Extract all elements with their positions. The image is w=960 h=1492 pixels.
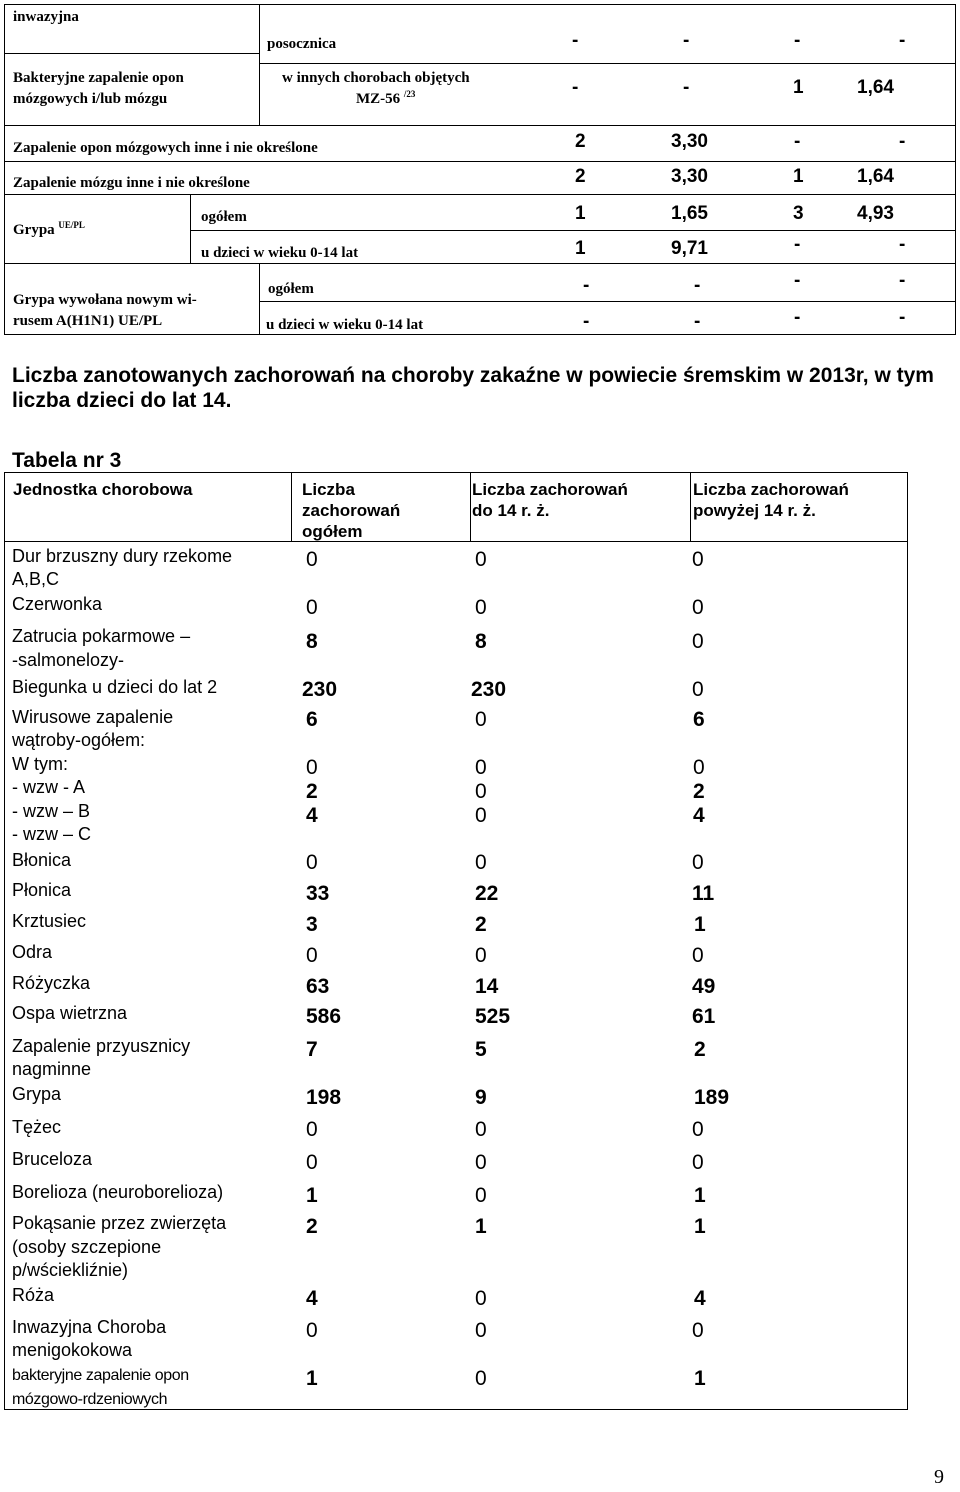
cell-over: 1 bbox=[694, 1215, 706, 1238]
cell-over: 6 bbox=[693, 708, 705, 731]
cell-over: 0 bbox=[692, 548, 704, 571]
cell-under: 22 bbox=[475, 882, 499, 905]
cell-over: 4 bbox=[694, 1287, 706, 1310]
cell-r3-c4: - bbox=[899, 131, 906, 152]
cell-under: 2 bbox=[475, 913, 487, 936]
row-label: nagminne bbox=[12, 1059, 92, 1079]
cell-under: 0 bbox=[475, 708, 487, 731]
header-unit: Jednostka chorobowa bbox=[13, 480, 193, 499]
row-label: Odra bbox=[12, 942, 53, 962]
header-under-1: Liczba zachorowań bbox=[472, 480, 628, 499]
cell-r7-c3: - bbox=[794, 270, 801, 291]
row-label: Róża bbox=[12, 1285, 55, 1305]
sub-grypa-dzieci: u dzieci w wieku 0-14 lat bbox=[201, 245, 359, 261]
cell-total-wzw-c: 4 bbox=[306, 804, 318, 827]
cell-under: 14 bbox=[475, 975, 499, 998]
cell-total: 1 bbox=[306, 1367, 318, 1390]
cell-total: 2 bbox=[306, 1215, 318, 1238]
cell-total: 3 bbox=[306, 913, 318, 936]
row-label: Tężec bbox=[12, 1117, 62, 1137]
cell-over-wzw-b: 2 bbox=[693, 780, 705, 803]
cell-total: 0 bbox=[306, 1118, 318, 1141]
row-label: Biegunka u dzieci do lat 2 bbox=[12, 677, 218, 697]
cell-under: 0 bbox=[475, 851, 487, 874]
cell-total: 198 bbox=[306, 1086, 342, 1109]
cell-total: 63 bbox=[306, 975, 330, 998]
row-label: Zatrucia pokarmowe – bbox=[12, 626, 191, 646]
row-label: Pokąsanie przez zwierzęta bbox=[12, 1213, 227, 1233]
cell-over: 0 bbox=[692, 851, 704, 874]
sub-mz56: MZ-56 $^{/23}$ bbox=[356, 89, 416, 107]
cell-total: 586 bbox=[306, 1005, 342, 1028]
cell-total-wzw-b: 2 bbox=[306, 780, 318, 803]
cell-r7-c4: - bbox=[899, 270, 906, 291]
row-label-grypa: Grypa $^{UE/PL}$ bbox=[13, 220, 85, 238]
cell-total: 230 bbox=[302, 678, 338, 701]
row-label: menigokokowa bbox=[12, 1340, 133, 1360]
cell-r8-c3: - bbox=[794, 307, 801, 328]
cell-over: 1 bbox=[694, 913, 706, 936]
row-label: Borelioza (neuroborelioza) bbox=[12, 1182, 224, 1202]
cell-total: 0 bbox=[306, 851, 318, 874]
cell-r8-c2: - bbox=[694, 311, 701, 332]
cell-r5-c4: 4,93 bbox=[857, 203, 894, 224]
row-label-bakt-2: mózgowych i/lub mózgu bbox=[13, 91, 168, 107]
cell-total: 0 bbox=[306, 944, 318, 967]
cell-over: 0 bbox=[692, 630, 704, 653]
cell-total: 0 bbox=[306, 548, 318, 571]
cell-over: 0 bbox=[692, 1319, 704, 1342]
cell-over: 0 bbox=[692, 678, 704, 701]
cell-r6-c1: 1 bbox=[575, 238, 586, 259]
row-label: Błonica bbox=[12, 850, 72, 870]
cell-r7-c1: - bbox=[583, 275, 590, 296]
cell-over: 0 bbox=[692, 944, 704, 967]
row-label-inwazyjna: inwazyjna bbox=[13, 9, 79, 25]
cell-r1-c1: - bbox=[572, 30, 579, 51]
cell-r4-c3: 1 bbox=[793, 166, 804, 187]
cell-over: 1 bbox=[694, 1184, 706, 1207]
cell-r3-c2: 3,30 bbox=[671, 131, 708, 152]
cell-under-wzw-a: 0 bbox=[475, 756, 487, 779]
cell-total: 1 bbox=[306, 1184, 318, 1207]
row-label: Dur brzuszny dury rzekome bbox=[12, 546, 233, 566]
row-label: Wirusowe zapalenie bbox=[12, 707, 174, 727]
cell-over: 2 bbox=[694, 1038, 706, 1061]
row-label: bakteryjne zapalenie opon bbox=[12, 1367, 189, 1384]
cell-under-wzw-c: 0 bbox=[475, 804, 487, 827]
row-label: W tym: bbox=[12, 754, 68, 774]
row-label: Ospa wietrzna bbox=[12, 1003, 128, 1023]
cell-over: 0 bbox=[692, 1151, 704, 1174]
cell-r1-c2: - bbox=[683, 30, 690, 51]
row-label: p/wściekliźnie) bbox=[12, 1260, 129, 1280]
cell-over: 11 bbox=[692, 882, 715, 905]
cell-under: 0 bbox=[475, 1184, 487, 1207]
sub-h1n1-dzieci: u dzieci w wieku 0-14 lat bbox=[266, 317, 424, 333]
cell-total: 8 bbox=[306, 630, 318, 653]
header-total-3: ogółem bbox=[302, 522, 363, 541]
cell-r2-c1: - bbox=[572, 77, 579, 98]
header-total-1: Liczba bbox=[302, 480, 355, 499]
cell-over: 0 bbox=[692, 596, 704, 619]
row-label: - wzw – C bbox=[12, 824, 92, 844]
cell-under: 0 bbox=[475, 1367, 487, 1390]
cell-total: 0 bbox=[306, 1151, 318, 1174]
row-label: Inwazyjna Choroba bbox=[12, 1317, 167, 1337]
row-label: mózgowo-rdzeniowych bbox=[12, 1391, 168, 1408]
cell-total: 7 bbox=[306, 1038, 318, 1061]
sub-innych-chorobach: w innych chorobach objętych bbox=[282, 70, 470, 86]
row-label: Różyczka bbox=[12, 973, 91, 993]
row-label: wątroby-ogółem: bbox=[12, 730, 146, 750]
cell-r2-c3: 1 bbox=[793, 77, 804, 98]
row-label-zap-mozgu: Zapalenie mózgu inne i nie określone bbox=[13, 175, 250, 191]
row-label: (osoby szczepione bbox=[12, 1237, 162, 1257]
top-table bbox=[4, 4, 956, 335]
page-number: 9 bbox=[934, 1466, 944, 1488]
row-label: - wzw - A bbox=[12, 777, 86, 797]
cell-under: 0 bbox=[475, 548, 487, 571]
cell-total: 4 bbox=[306, 1287, 318, 1310]
cell-under: 0 bbox=[475, 1151, 487, 1174]
cell-r5-c1: 1 bbox=[575, 203, 586, 224]
cell-over: 189 bbox=[694, 1086, 730, 1109]
cell-under: 0 bbox=[475, 944, 487, 967]
cell-over-wzw-a: 0 bbox=[693, 756, 705, 779]
row-label: - wzw – B bbox=[12, 801, 91, 821]
cell-under: 0 bbox=[475, 596, 487, 619]
cell-r6-c2: 9,71 bbox=[671, 238, 708, 259]
row-label: Płonica bbox=[12, 880, 72, 900]
cell-r3-c1: 2 bbox=[575, 131, 586, 152]
cell-r7-c2: - bbox=[694, 275, 701, 296]
cell-r8-c1: - bbox=[583, 311, 590, 332]
cell-r2-c4: 1,64 bbox=[857, 77, 894, 98]
cell-under-wzw-b: 0 bbox=[475, 780, 487, 803]
cell-r4-c1: 2 bbox=[575, 166, 586, 187]
header-over-2: powyżej 14 r. ż. bbox=[693, 501, 816, 520]
cell-r8-c4: - bbox=[899, 307, 906, 328]
cell-r6-c3: - bbox=[794, 234, 801, 255]
sub-posocznica: posocznica bbox=[267, 36, 337, 52]
cell-under: 0 bbox=[475, 1319, 487, 1342]
header-under-2: do 14 r. ż. bbox=[472, 501, 550, 520]
sub-grypa-ogolem: ogółem bbox=[201, 209, 247, 225]
section-heading: Liczba zanotowanych zachorowań na choroby zakaźne w powiecie śremskim w 2013r, w tym liczba dzieci do lat 14. bbox=[12, 364, 934, 412]
row-label-h1n1-1: Grypa wywołana nowym wi- bbox=[13, 292, 197, 308]
cell-total: 6 bbox=[306, 708, 318, 731]
cell-under: 1 bbox=[475, 1215, 487, 1238]
row-label-zap-opon: Zapalenie opon mózgowych inne i nie określone bbox=[13, 140, 318, 156]
header-total-2: zachorowań bbox=[302, 501, 401, 520]
row-label: Czerwonka bbox=[12, 594, 103, 614]
cell-under: 9 bbox=[475, 1086, 487, 1109]
cell-total-wzw-a: 0 bbox=[306, 756, 318, 779]
cell-total: 0 bbox=[306, 596, 318, 619]
cell-total: 0 bbox=[306, 1319, 318, 1342]
cell-r1-c3: - bbox=[794, 30, 801, 51]
table-caption: Tabela nr 3 bbox=[12, 449, 122, 472]
row-label-bakt-1: Bakteryjne zapalenie opon bbox=[13, 70, 184, 86]
row-label: Grypa bbox=[12, 1084, 62, 1104]
cell-over: 1 bbox=[694, 1367, 706, 1390]
cell-r4-c4: 1,64 bbox=[857, 166, 894, 187]
cell-r2-c2: - bbox=[683, 77, 690, 98]
cell-r4-c2: 3,30 bbox=[671, 166, 708, 187]
cell-under: 230 bbox=[471, 678, 507, 701]
row-label: A,B,C bbox=[12, 569, 60, 589]
cell-r6-c4: - bbox=[899, 234, 906, 255]
row-label: -salmonelozy- bbox=[12, 650, 125, 670]
cell-under: 0 bbox=[475, 1118, 487, 1141]
cell-over: 0 bbox=[692, 1118, 704, 1141]
cell-over: 49 bbox=[692, 975, 716, 998]
row-label: Zapalenie przyusznicy bbox=[12, 1036, 191, 1056]
cell-over-wzw-c: 4 bbox=[693, 804, 705, 827]
header-over-1: Liczba zachorowań bbox=[693, 480, 849, 499]
cell-r3-c3: - bbox=[794, 131, 801, 152]
row-label-h1n1-2: rusem A(H1N1) UE/PL bbox=[13, 313, 163, 329]
table-3 bbox=[4, 472, 908, 1410]
cell-under: 8 bbox=[475, 630, 487, 653]
cell-under: 525 bbox=[475, 1005, 511, 1028]
cell-total: 33 bbox=[306, 882, 330, 905]
cell-under: 0 bbox=[475, 1287, 487, 1310]
row-label: Bruceloza bbox=[12, 1149, 93, 1169]
cell-r5-c3: 3 bbox=[793, 203, 804, 224]
sub-h1n1-ogolem: ogółem bbox=[268, 281, 314, 297]
cell-r5-c2: 1,65 bbox=[671, 203, 708, 224]
row-label: Krztusiec bbox=[12, 911, 87, 931]
cell-under: 5 bbox=[475, 1038, 487, 1061]
cell-r1-c4: - bbox=[899, 30, 906, 51]
cell-over: 61 bbox=[692, 1005, 716, 1028]
